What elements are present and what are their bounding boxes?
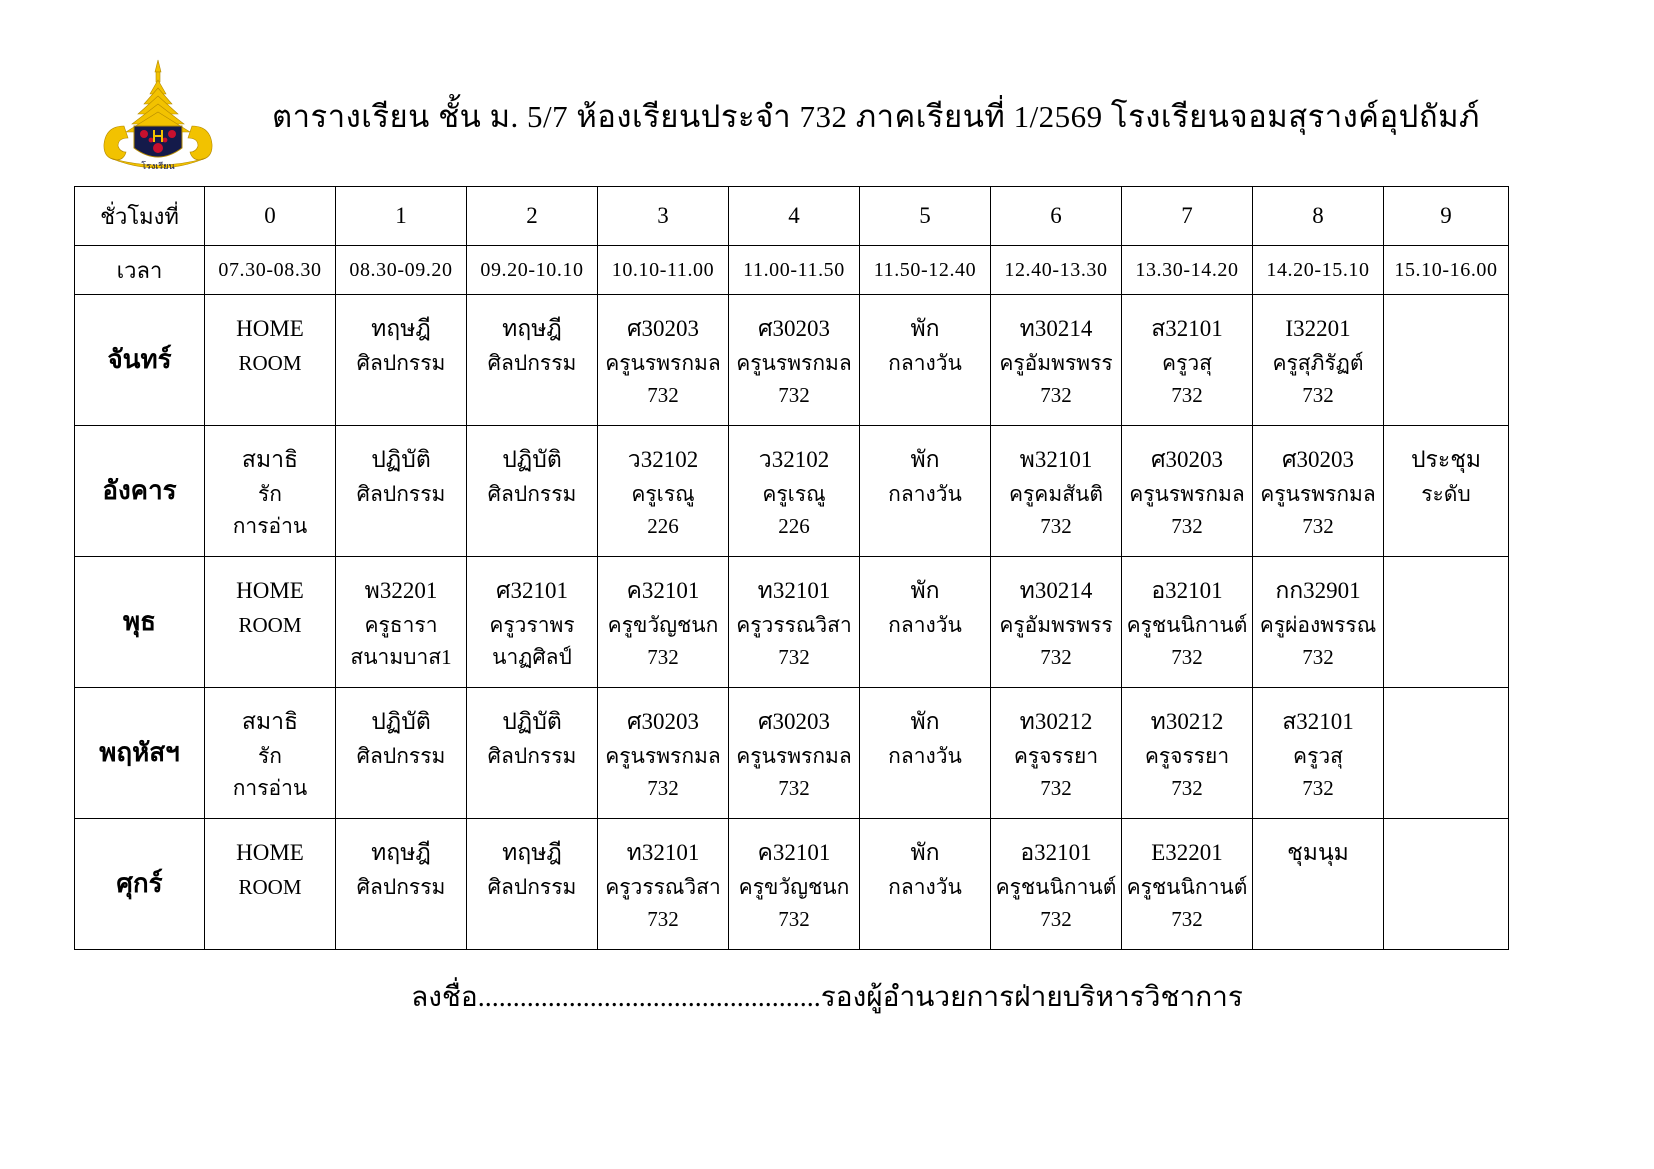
schedule-cell (336, 557, 467, 688)
cell-line-l3: 732 (1040, 776, 1072, 801)
schedule-cell (467, 295, 598, 426)
cell-line-l2: ครูสุภิรัฏต์ (1272, 350, 1364, 375)
cell-line-l3: 732 (1302, 776, 1334, 801)
cell-line-l2: กลางวัน (888, 612, 962, 637)
cell-line-l1: ทฤษฎี (371, 840, 431, 865)
cell-line-l2: ระดับ (1421, 481, 1471, 506)
schedule-cell (336, 295, 467, 426)
time-slot-2: 09.20-10.10 (467, 246, 598, 295)
cell-line-l1: อ32101 (1020, 840, 1092, 865)
cell-line-l2: ครูขวัญชนก (738, 874, 850, 899)
schedule-cell (1122, 557, 1253, 688)
cell-line-l2: ครูชนนิกานต์ (1126, 612, 1248, 637)
svg-text:โรงเรียน: โรงเรียน (141, 161, 175, 171)
page-title-container (238, 91, 1654, 141)
cell-line-l1: ท30212 (1150, 709, 1224, 734)
cell-line-l2: ครูวราพร (489, 612, 575, 637)
cell-line-l2: กลางวัน (888, 874, 962, 899)
schedule-cell (598, 819, 729, 950)
cell-line-l3: 732 (1171, 645, 1203, 670)
cell-line-l1: ส32101 (1282, 709, 1354, 734)
cell-line-l3: 732 (1171, 776, 1203, 801)
schedule-cell (729, 557, 860, 688)
schedule-cell (598, 557, 729, 688)
cell-line-l1: HOME (236, 840, 304, 865)
cell-line-l2: กลางวัน (888, 481, 962, 506)
cell-line-l1: ท30212 (1019, 709, 1093, 734)
cell-line-l1: ชุมนุม (1287, 840, 1349, 865)
table-row (75, 688, 1509, 819)
cell-line-l3: การอ่าน (232, 776, 308, 801)
schedule-cell (598, 295, 729, 426)
schedule-cell (1122, 819, 1253, 950)
timetable-body (75, 187, 1509, 950)
cell-line-l2: ครูธารา (364, 612, 438, 637)
schedule-cell (205, 819, 336, 950)
cell-line-l1: ปฏิบัติ (371, 709, 431, 734)
cell-line-l1: ท32101 (757, 578, 831, 603)
cell-line-l3: การอ่าน (232, 514, 308, 539)
cell-line-l2: ครูนรพรกมล (1129, 481, 1245, 506)
schedule-cell (991, 426, 1122, 557)
table-row (75, 295, 1509, 426)
cell-line-l2: ครูคมสันติ (1008, 481, 1104, 506)
schedule-cell (1253, 557, 1384, 688)
cell-line-l2: ครูเรณู (762, 481, 826, 506)
day-label-2: พุธ (75, 557, 205, 688)
cell-line-l2: ครูจรรยา (1013, 743, 1099, 768)
cell-line-l1: ศ30203 (1281, 447, 1355, 472)
page-title: ตารางเรียน ชั้น ม. 5/7 ห้องเรียนประจำ 732 ภาคเรียนที่ 1/2569 โรงเรียนจอมสุรางค์อุปถัมภ์ (272, 99, 1480, 134)
cell-line-l3: 732 (778, 383, 810, 408)
cell-line-l2: ครูวรรณวิสา (605, 874, 721, 899)
cell-line-l1: ศ32101 (495, 578, 569, 603)
period-number-6: 6 (991, 187, 1122, 246)
schedule-cell (467, 426, 598, 557)
schedule-cell (598, 426, 729, 557)
schedule-cell (1384, 557, 1509, 688)
cell-line-l1: ว32102 (758, 447, 830, 472)
cell-line-l3: 732 (1040, 907, 1072, 932)
cell-line-l3: 732 (647, 383, 679, 408)
cell-line-l2: ศิลปกรรม (356, 481, 446, 506)
time-row-label: เวลา (75, 246, 205, 295)
cell-line-l2: ศิลปกรรม (487, 481, 577, 506)
period-header-row (75, 187, 1509, 246)
cell-line-l3: 732 (1171, 383, 1203, 408)
cell-line-l1: ทฤษฎี (371, 316, 431, 341)
cell-line-l1: พ32101 (1019, 447, 1093, 472)
schedule-cell (1253, 426, 1384, 557)
cell-line-l2: ROOM (238, 350, 302, 375)
cell-line-l1: พัก (910, 840, 940, 865)
cell-line-l3: 732 (1040, 645, 1072, 670)
cell-line-l3: 732 (1171, 514, 1203, 539)
cell-line-l3: 732 (1302, 645, 1334, 670)
time-slot-8: 14.20-15.10 (1253, 246, 1384, 295)
cell-line-l1: พัก (910, 578, 940, 603)
schedule-cell (467, 819, 598, 950)
cell-line-l1: ส32101 (1151, 316, 1223, 341)
table-row (75, 557, 1509, 688)
cell-line-l2: รัก (258, 743, 282, 768)
schedule-cell (860, 295, 991, 426)
timetable-container (74, 186, 1498, 950)
cell-line-l1: ค32101 (626, 578, 700, 603)
cell-line-l2: ครูจรรยา (1144, 743, 1230, 768)
cell-line-l1: อ32101 (1151, 578, 1223, 603)
cell-line-l2: ศิลปกรรม (356, 350, 446, 375)
schedule-cell (729, 688, 860, 819)
cell-line-l3: 226 (778, 514, 810, 539)
schedule-cell (991, 557, 1122, 688)
schedule-cell (1122, 688, 1253, 819)
table-row (75, 819, 1509, 950)
day-label-3: พฤหัสฯ (75, 688, 205, 819)
cell-line-l2: กลางวัน (888, 743, 962, 768)
cell-line-l1: HOME (236, 578, 304, 603)
schedule-cell (860, 688, 991, 819)
schedule-cell (860, 557, 991, 688)
period-number-3: 3 (598, 187, 729, 246)
schedule-cell (205, 688, 336, 819)
cell-line-l1: ว32102 (627, 447, 699, 472)
cell-line-l2: ศิลปกรรม (356, 874, 446, 899)
cell-line-l1: ศ30203 (626, 709, 700, 734)
time-slot-5: 11.50-12.40 (860, 246, 991, 295)
cell-line-l3: 732 (1040, 383, 1072, 408)
cell-line-l1: ศ30203 (757, 316, 831, 341)
cell-line-l2: ศิลปกรรม (487, 743, 577, 768)
cell-line-l2: ครูเรณู (631, 481, 695, 506)
cell-line-l2: ครูอัมพรพรร (999, 350, 1113, 375)
cell-line-l1: ปฏิบัติ (502, 447, 562, 472)
schedule-cell (729, 819, 860, 950)
schedule-cell (729, 295, 860, 426)
cell-line-l1: สมาธิ (241, 709, 299, 734)
cell-line-l1: ศ30203 (757, 709, 831, 734)
cell-line-l3: 732 (647, 645, 679, 670)
schedule-cell (205, 295, 336, 426)
cell-line-l1: ทฤษฎี (502, 316, 562, 341)
school-crest-icon (94, 54, 222, 178)
cell-line-l1: สมาธิ (241, 447, 299, 472)
cell-line-l2: ครูวสุ (1162, 350, 1212, 375)
day-label-1: อังคาร (75, 426, 205, 557)
cell-line-l3: 732 (778, 776, 810, 801)
cell-line-l3: 732 (778, 645, 810, 670)
cell-line-l3: 226 (647, 514, 679, 539)
time-slot-4: 11.00-11.50 (729, 246, 860, 295)
cell-line-l2: ROOM (238, 874, 302, 899)
cell-line-l1: I32201 (1285, 316, 1351, 341)
period-number-2: 2 (467, 187, 598, 246)
cell-line-l2: ครูวรรณวิสา (736, 612, 852, 637)
signature-line: ลงชื่อ.................................................รองผู้อำนวยการฝ่ายบริหารวิชาการ (411, 982, 1243, 1013)
cell-line-l1: E32201 (1151, 840, 1223, 865)
schedule-cell (205, 426, 336, 557)
schedule-cell (1384, 819, 1509, 950)
document-header (0, 46, 1654, 186)
period-number-1: 1 (336, 187, 467, 246)
cell-line-l2: กลางวัน (888, 350, 962, 375)
period-number-4: 4 (729, 187, 860, 246)
cell-line-l3: 732 (647, 907, 679, 932)
schedule-cell (860, 426, 991, 557)
cell-line-l1: ค32101 (757, 840, 831, 865)
cell-line-l2: ครูนรพรกมล (605, 743, 721, 768)
cell-line-l2: ครูชนนิกานต์ (1126, 874, 1248, 899)
cell-line-l2: ครูนรพรกมล (1260, 481, 1376, 506)
cell-line-l1: ท30214 (1019, 578, 1093, 603)
schedule-cell (1253, 688, 1384, 819)
schedule-cell (1384, 426, 1509, 557)
cell-line-l1: ประชุม (1410, 447, 1482, 472)
schedule-cell (205, 557, 336, 688)
logo-container (78, 54, 238, 178)
schedule-cell (467, 557, 598, 688)
timetable (74, 186, 1509, 950)
time-slot-1: 08.30-09.20 (336, 246, 467, 295)
schedule-cell (1253, 819, 1384, 950)
cell-line-l2: ครูผ่องพรรณ (1259, 612, 1377, 637)
period-number-7: 7 (1122, 187, 1253, 246)
schedule-cell (1122, 295, 1253, 426)
cell-line-l2: ครูนรพรกมล (605, 350, 721, 375)
cell-line-l3: สนามบาส1 (350, 645, 452, 670)
cell-line-l1: ท30214 (1019, 316, 1093, 341)
cell-line-l1: ทฤษฎี (502, 840, 562, 865)
schedule-cell (991, 688, 1122, 819)
schedule-cell (991, 295, 1122, 426)
period-number-8: 8 (1253, 187, 1384, 246)
cell-line-l3: 732 (1171, 907, 1203, 932)
cell-line-l2: รัก (258, 481, 282, 506)
cell-line-l2: ศิลปกรรม (487, 874, 577, 899)
schedule-cell (598, 688, 729, 819)
time-slot-9: 15.10-16.00 (1384, 246, 1509, 295)
schedule-cell (467, 688, 598, 819)
cell-line-l3: 732 (778, 907, 810, 932)
schedule-cell (1384, 688, 1509, 819)
cell-line-l3: 732 (647, 776, 679, 801)
schedule-cell (1253, 295, 1384, 426)
cell-line-l1: HOME (236, 316, 304, 341)
cell-line-l2: ครูอัมพรพรร (999, 612, 1113, 637)
cell-line-l1: พัก (910, 709, 940, 734)
period-number-9: 9 (1384, 187, 1509, 246)
period-number-5: 5 (860, 187, 991, 246)
time-slot-3: 10.10-11.00 (598, 246, 729, 295)
cell-line-l3: 732 (1302, 514, 1334, 539)
cell-line-l1: พัก (910, 447, 940, 472)
cell-line-l2: ครูนรพรกมล (736, 743, 852, 768)
cell-line-l2: ครูชนนิกานต์ (995, 874, 1117, 899)
cell-line-l2: ศิลปกรรม (356, 743, 446, 768)
cell-line-l2: ศิลปกรรม (487, 350, 577, 375)
day-label-0: จันทร์ (75, 295, 205, 426)
cell-line-l1: พัก (910, 316, 940, 341)
cell-line-l1: ปฏิบัติ (502, 709, 562, 734)
cell-line-l1: พ32201 (364, 578, 438, 603)
cell-line-l2: ROOM (238, 612, 302, 637)
time-slot-7: 13.30-14.20 (1122, 246, 1253, 295)
schedule-cell (860, 819, 991, 950)
schedule-cell (1384, 295, 1509, 426)
time-slot-6: 12.40-13.30 (991, 246, 1122, 295)
cell-line-l1: ท32101 (626, 840, 700, 865)
schedule-cell (336, 688, 467, 819)
schedule-cell (336, 819, 467, 950)
cell-line-l2: ครูวสุ (1293, 743, 1343, 768)
cell-line-l3: 732 (1040, 514, 1072, 539)
cell-line-l1: ศ30203 (1150, 447, 1224, 472)
schedule-cell (729, 426, 860, 557)
period-number-0: 0 (205, 187, 336, 246)
cell-line-l1: ศ30203 (626, 316, 700, 341)
schedule-cell (336, 426, 467, 557)
cell-line-l2: ครูนรพรกมล (736, 350, 852, 375)
cell-line-l2: ครูขวัญชนก (607, 612, 719, 637)
cell-line-l3: 732 (1302, 383, 1334, 408)
cell-line-l1: กก32901 (1275, 578, 1361, 603)
period-header-label: ชั่วโมงที่ (75, 187, 205, 246)
schedule-cell (991, 819, 1122, 950)
day-label-4: ศุกร์ (75, 819, 205, 950)
time-row (75, 246, 1509, 295)
table-row (75, 426, 1509, 557)
cell-line-l3: นาฏศิลป์ (492, 645, 572, 670)
cell-line-l1: ปฏิบัติ (371, 447, 431, 472)
schedule-cell (1122, 426, 1253, 557)
time-slot-0: 07.30-08.30 (205, 246, 336, 295)
